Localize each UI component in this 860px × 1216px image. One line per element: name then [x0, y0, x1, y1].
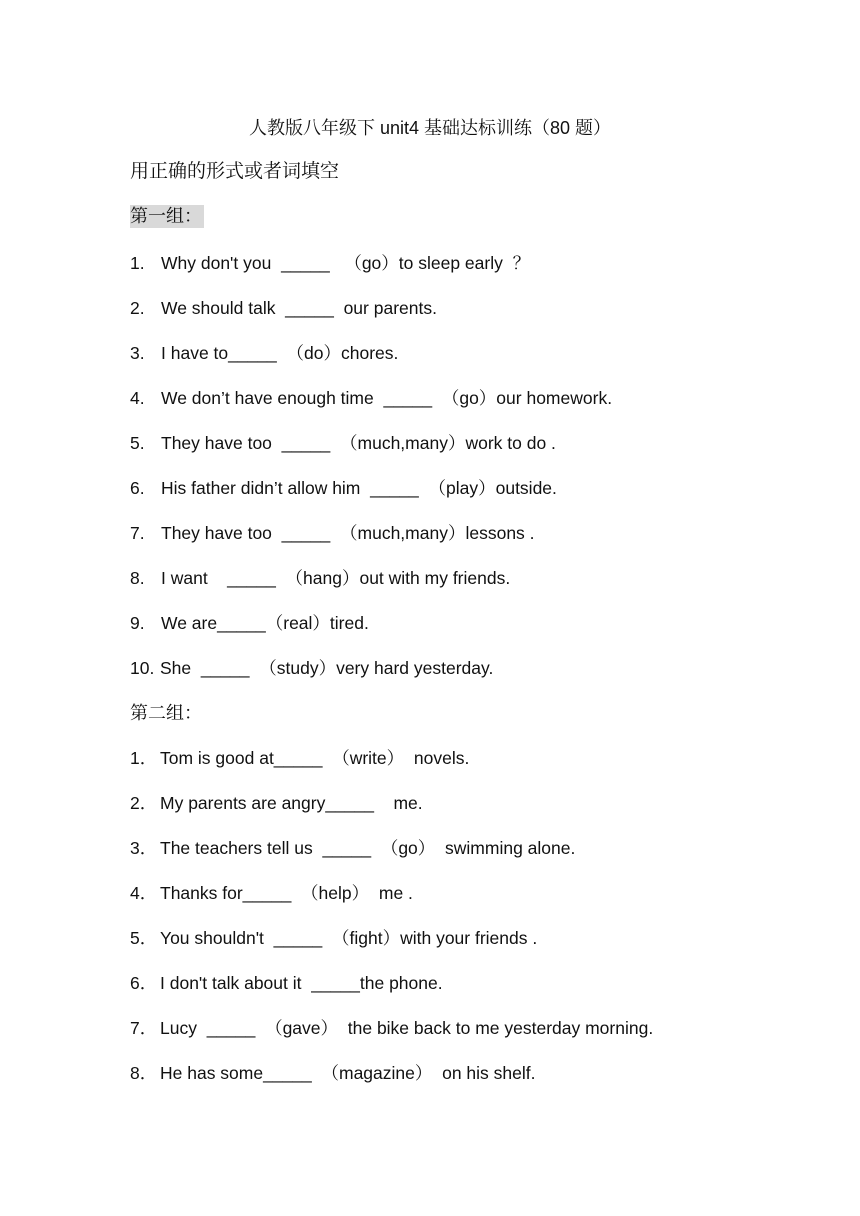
group-one-label-text: 第一组： — [130, 206, 202, 226]
question-item — [130, 746, 469, 770]
document-title: 人教版八年级下 unit4 基础达标训练（80 题） — [248, 118, 612, 138]
question-number: 7. — [130, 523, 145, 543]
question-number: 4． — [130, 883, 158, 903]
group-two-label: 第二组： — [130, 703, 202, 723]
question-item — [130, 476, 557, 500]
question-number: 8． — [130, 1063, 158, 1083]
question-text: I want _____ （hang）out with my friends. — [161, 568, 511, 588]
question-number: 9. — [130, 613, 145, 633]
question-text: They have too _____ （much,many）work to do . — [161, 433, 556, 453]
question-text: Thanks for_____ （help） me . — [160, 883, 413, 903]
question-number: 10. — [130, 658, 155, 678]
question-item — [130, 926, 537, 950]
question-number: 5. — [130, 433, 145, 453]
question-text: My parents are angry_____ me. — [160, 793, 423, 813]
question-number: 8. — [130, 568, 145, 588]
question-text: We should talk _____ our parents. — [161, 298, 437, 318]
question-text: Why don't you _____ （go）to sleep early ？ — [161, 253, 531, 273]
question-item — [130, 791, 423, 815]
question-text: Tom is good at_____ （write） novels. — [160, 748, 470, 768]
question-text: You shouldn't _____ （fight）with your friends . — [160, 928, 538, 948]
question-item — [130, 971, 443, 995]
question-text: Lucy _____ （gave） the bike back to me yesterday morning. — [160, 1018, 654, 1038]
question-number: 1． — [130, 748, 158, 768]
question-text: I don't talk about it _____the phone. — [160, 973, 443, 993]
question-item — [130, 296, 437, 320]
question-number: 2. — [130, 298, 145, 318]
question-number: 6． — [130, 973, 158, 993]
question-number: 3. — [130, 343, 145, 363]
question-text: They have too _____ （much,many）lessons . — [161, 523, 535, 543]
question-item — [130, 1016, 653, 1040]
question-item — [130, 566, 510, 590]
question-text: His father didn’t allow him _____ （play）outside. — [161, 478, 557, 498]
question-item — [130, 1061, 535, 1085]
question-item — [130, 881, 413, 905]
instruction-text: 用正确的形式或者词填空 — [130, 161, 340, 182]
question-item — [130, 431, 556, 455]
question-item — [130, 521, 535, 545]
question-text: She _____ （study）very hard yesterday. — [160, 658, 494, 678]
question-number: 4. — [130, 388, 145, 408]
question-item — [130, 611, 369, 635]
question-text: I have to_____ （do）chores. — [161, 343, 399, 363]
question-number: 3． — [130, 838, 158, 858]
question-number: 2． — [130, 793, 158, 813]
question-number: 5． — [130, 928, 158, 948]
question-text: We don’t have enough time _____ （go）our homework. — [161, 388, 613, 408]
question-item — [130, 251, 530, 275]
question-item — [130, 656, 493, 680]
group-one-label — [130, 204, 204, 228]
question-text: We are_____（real）tired. — [161, 613, 369, 633]
question-text: The teachers tell us _____ （go） swimming alone. — [160, 838, 576, 858]
question-item — [130, 836, 575, 860]
question-number: 7． — [130, 1018, 158, 1038]
question-item — [130, 386, 612, 410]
question-item — [130, 341, 398, 365]
question-text: He has some_____ （magazine） on his shelf. — [160, 1063, 536, 1083]
question-number: 1. — [130, 253, 145, 273]
question-number: 6. — [130, 478, 145, 498]
